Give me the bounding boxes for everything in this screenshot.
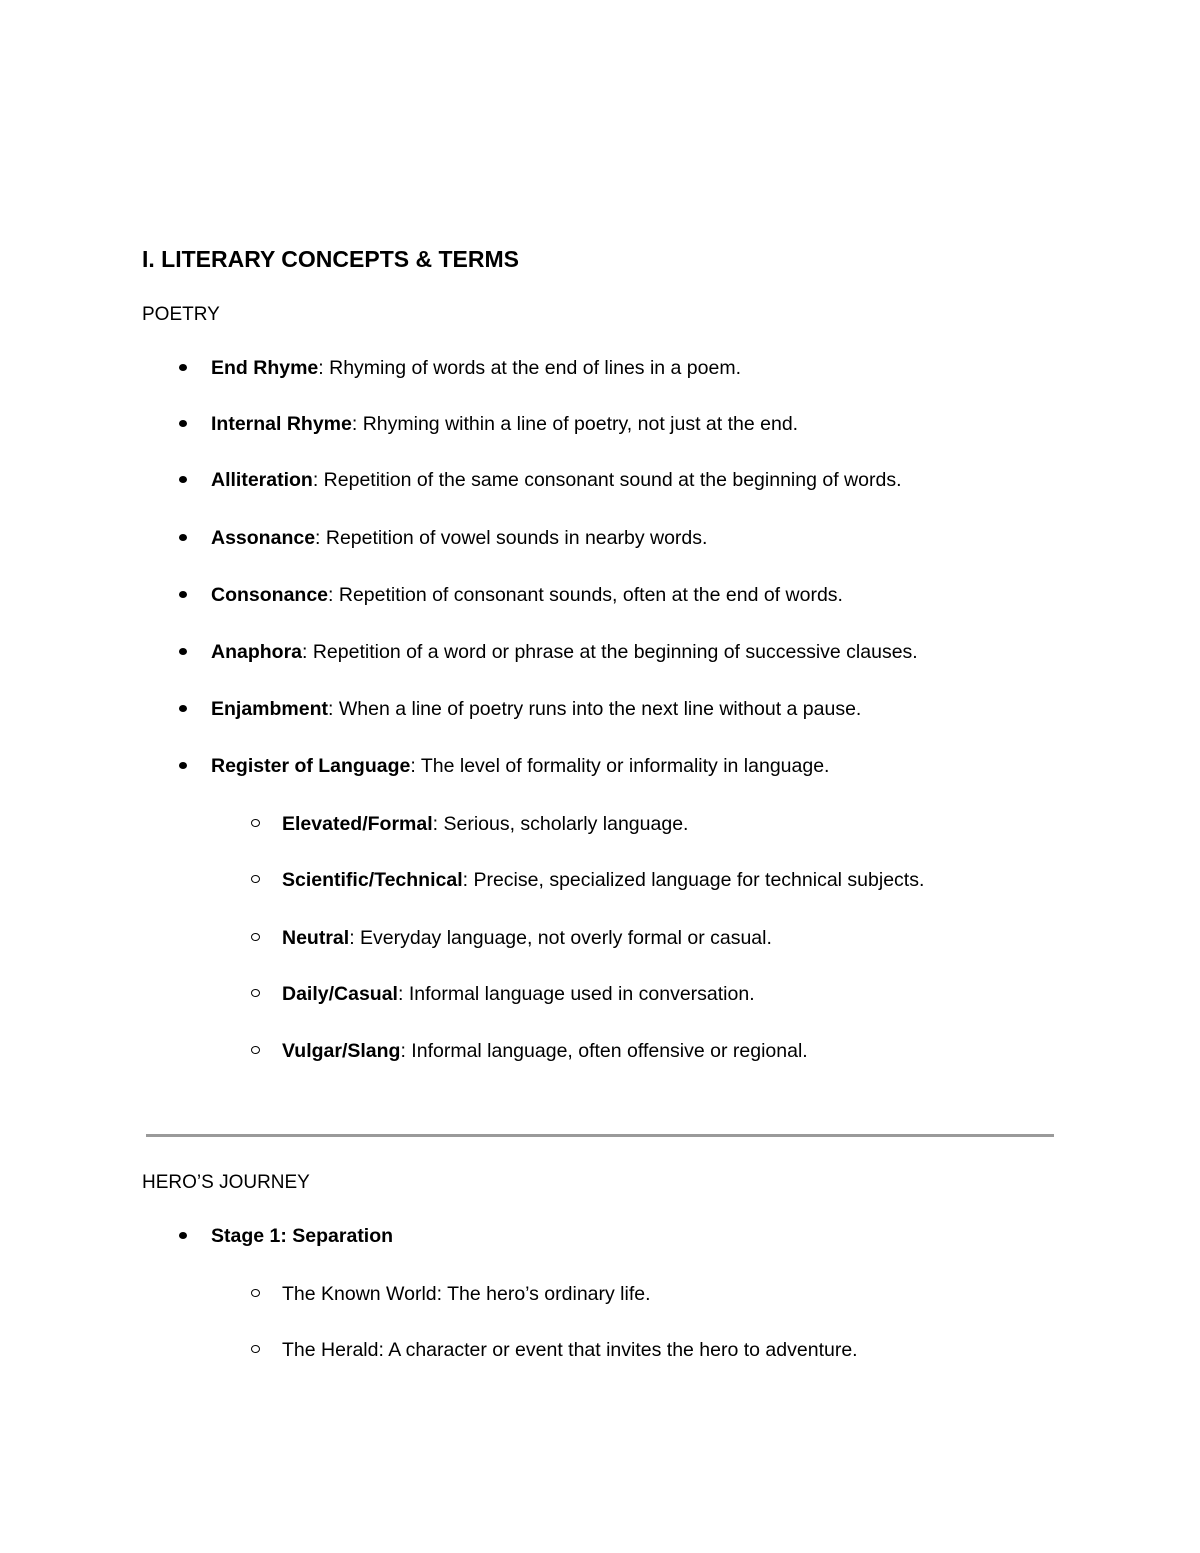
definition: : Precise, specialized language for technical subjects. [462, 869, 925, 891]
hollow-bullet-icon [245, 1338, 265, 1362]
hollow-bullet-icon [245, 1039, 265, 1063]
definition: : Everyday language, not overly formal or casual. [349, 927, 772, 949]
bullet-icon [173, 526, 193, 550]
bullet-icon [173, 468, 193, 492]
hollow-bullet-icon [245, 926, 265, 950]
term: Consonance [211, 584, 329, 606]
term: Enjambment [211, 698, 329, 720]
definition: : Rhyming within a line of poetry, not just at the end. [351, 413, 799, 435]
term: Scientific/Technical [282, 869, 463, 891]
list-item [211, 468, 901, 492]
section-title-poetry: POETRY [142, 304, 220, 325]
sub-list-item [282, 1039, 808, 1063]
definition: : Repetition of a word or phrase at the beginning of successive clauses. [302, 641, 918, 663]
list-item [211, 640, 918, 664]
sub-list-item: The Herald: A character or event that invites the hero to adventure. [282, 1339, 858, 1361]
term: Alliteration [211, 469, 313, 491]
hollow-bullet-icon [245, 1282, 265, 1306]
sub-list-item [282, 926, 772, 950]
bullet-icon [173, 697, 193, 721]
definition: : Repetition of the same consonant sound at the beginning of words. [312, 469, 902, 491]
bullet-icon [173, 754, 193, 778]
term: Daily/Casual [282, 983, 398, 1005]
definition: : Serious, scholarly language. [432, 813, 689, 835]
sub-list-item: The Known World: The hero’s ordinary life. [282, 1283, 651, 1305]
hollow-bullet-icon [245, 812, 265, 836]
bullet-icon [173, 412, 193, 436]
page-heading: I. LITERARY CONCEPTS & TERMS [142, 246, 519, 272]
definition: : Informal language used in conversation. [397, 983, 755, 1005]
hollow-bullet-icon [245, 982, 265, 1006]
definition: : Rhyming of words at the end of lines in a poem. [318, 357, 742, 379]
bullet-icon [173, 583, 193, 607]
sub-list-item [282, 982, 755, 1006]
list-item [211, 1224, 393, 1248]
sub-list-item [282, 812, 688, 836]
horizontal-divider [146, 1134, 1054, 1137]
definition: : Repetition of consonant sounds, often at the end of words. [328, 584, 843, 606]
definition: : The level of formality or informality in language. [410, 755, 830, 777]
term: Vulgar/Slang [282, 1040, 401, 1062]
term: Anaphora [211, 641, 303, 663]
term: End Rhyme [211, 357, 319, 379]
list-item [211, 356, 741, 380]
term: Register of Language [211, 755, 411, 777]
list-item [211, 526, 707, 550]
term: Internal Rhyme [211, 413, 352, 435]
list-item [211, 583, 843, 607]
bullet-icon [173, 356, 193, 380]
definition: : Informal language, often offensive or regional. [400, 1040, 808, 1062]
definition: : Repetition of vowel sounds in nearby words. [315, 527, 708, 549]
list-item [211, 697, 861, 721]
list-item [211, 754, 829, 778]
sub-list-item [282, 868, 924, 892]
hollow-bullet-icon [245, 868, 265, 892]
list-item [211, 412, 798, 436]
section-title-heros-journey: HERO’S JOURNEY [142, 1172, 310, 1193]
term: Neutral [282, 927, 350, 949]
bullet-icon [173, 1224, 193, 1248]
term: Assonance [211, 527, 316, 549]
term: Elevated/Formal [282, 813, 433, 835]
bullet-icon [173, 640, 193, 664]
definition: : When a line of poetry runs into the next line without a pause. [328, 698, 862, 720]
stage-title: Stage 1: Separation [211, 1225, 394, 1247]
